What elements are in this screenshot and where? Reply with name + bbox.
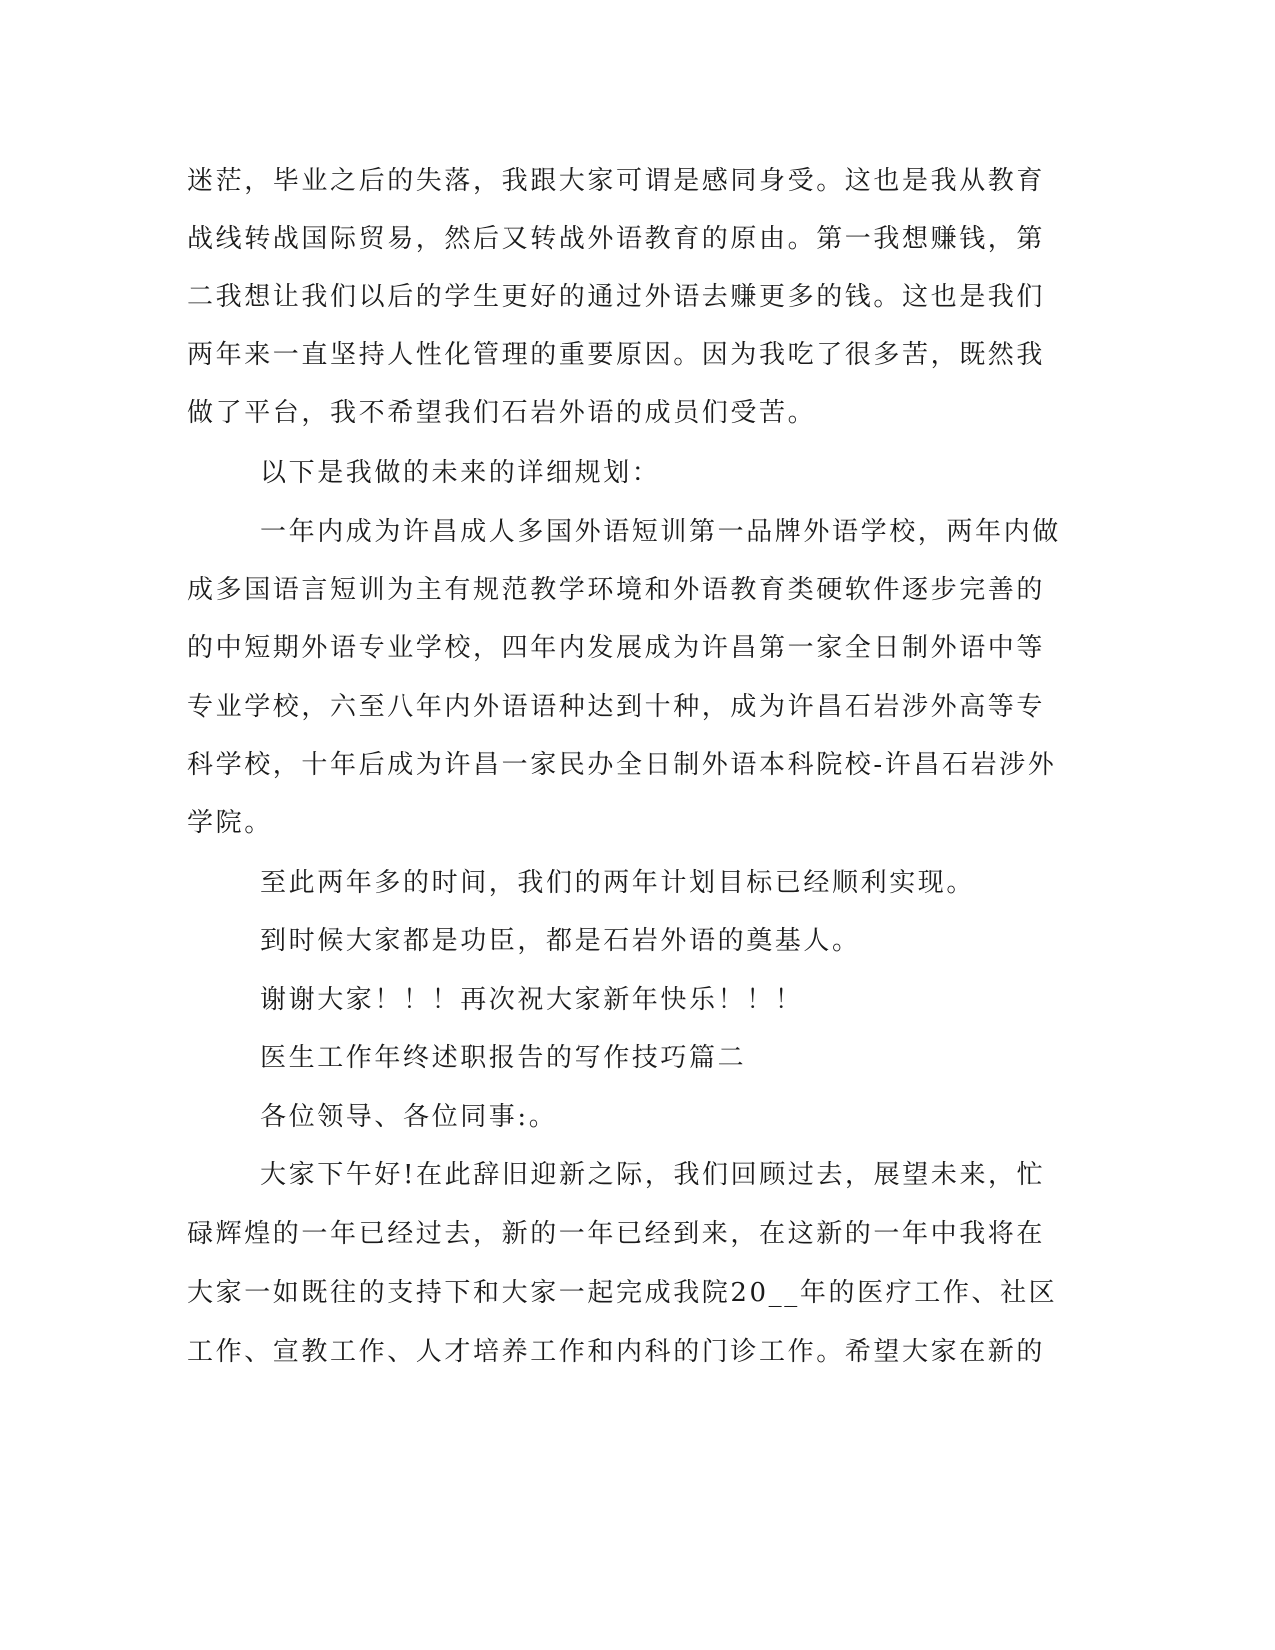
text-line: 碌辉煌的一年已经过去，新的一年已经到来，在这新的一年中我将在: [187, 1219, 1046, 1249]
text-line: 工作、宣教工作、人才培养工作和内科的门诊工作。希望大家在新的: [187, 1337, 1046, 1367]
text-line: 二我想让我们以后的学生更好的通过外语去赚更多的钱。这也是我们: [187, 282, 1046, 312]
text-line: 的中短期外语专业学校，四年内发展成为许昌第一家全日制外语中等: [187, 633, 1046, 663]
text-line: 学院。: [187, 808, 273, 838]
text-line: 大家下午好!在此辞旧迎新之际，我们回顾过去，展望未来，忙: [260, 1160, 1046, 1190]
section-heading: 医生工作年终述职报告的写作技巧篇二: [260, 1043, 747, 1073]
text-line: 科学校，十年后成为许昌一家民办全日制外语本科院校-许昌石岩涉外: [187, 750, 1057, 780]
text-line: 谢谢大家！！！再次祝大家新年快乐！！！: [260, 985, 804, 1015]
text-line: 专业学校，六至八年内外语语种达到十种，成为许昌石岩涉外高等专: [187, 692, 1046, 722]
text-line: 大家一如既往的支持下和大家一起完成我院20__年的医疗工作、社区: [187, 1278, 1058, 1308]
text-line: 成多国语言短训为主有规范教学环境和外语教育类硬软件逐步完善的: [187, 575, 1046, 605]
text-line: 迷茫，毕业之后的失落，我跟大家可谓是感同身受。这也是我从教育: [187, 166, 1046, 196]
text-line: 一年内成为许昌成人多国外语短训第一品牌外语学校，两年内做: [260, 517, 1061, 547]
text-line: 到时候大家都是功臣，都是石岩外语的奠基人。: [260, 926, 861, 956]
text-line: 以下是我做的未来的详细规划：: [260, 458, 661, 488]
text-line: 做了平台，我不希望我们石岩外语的成员们受苦。: [187, 398, 817, 428]
text-line: 两年来一直坚持人性化管理的重要原因。因为我吃了很多苦，既然我: [187, 340, 1046, 370]
salutation: 各位领导、各位同事:。: [260, 1102, 558, 1132]
text-line: 至此两年多的时间，我们的两年计划目标已经顺利实现。: [260, 868, 976, 898]
text-line: 战线转战国际贸易，然后又转战外语教育的原由。第一我想赚钱，第: [187, 224, 1046, 254]
